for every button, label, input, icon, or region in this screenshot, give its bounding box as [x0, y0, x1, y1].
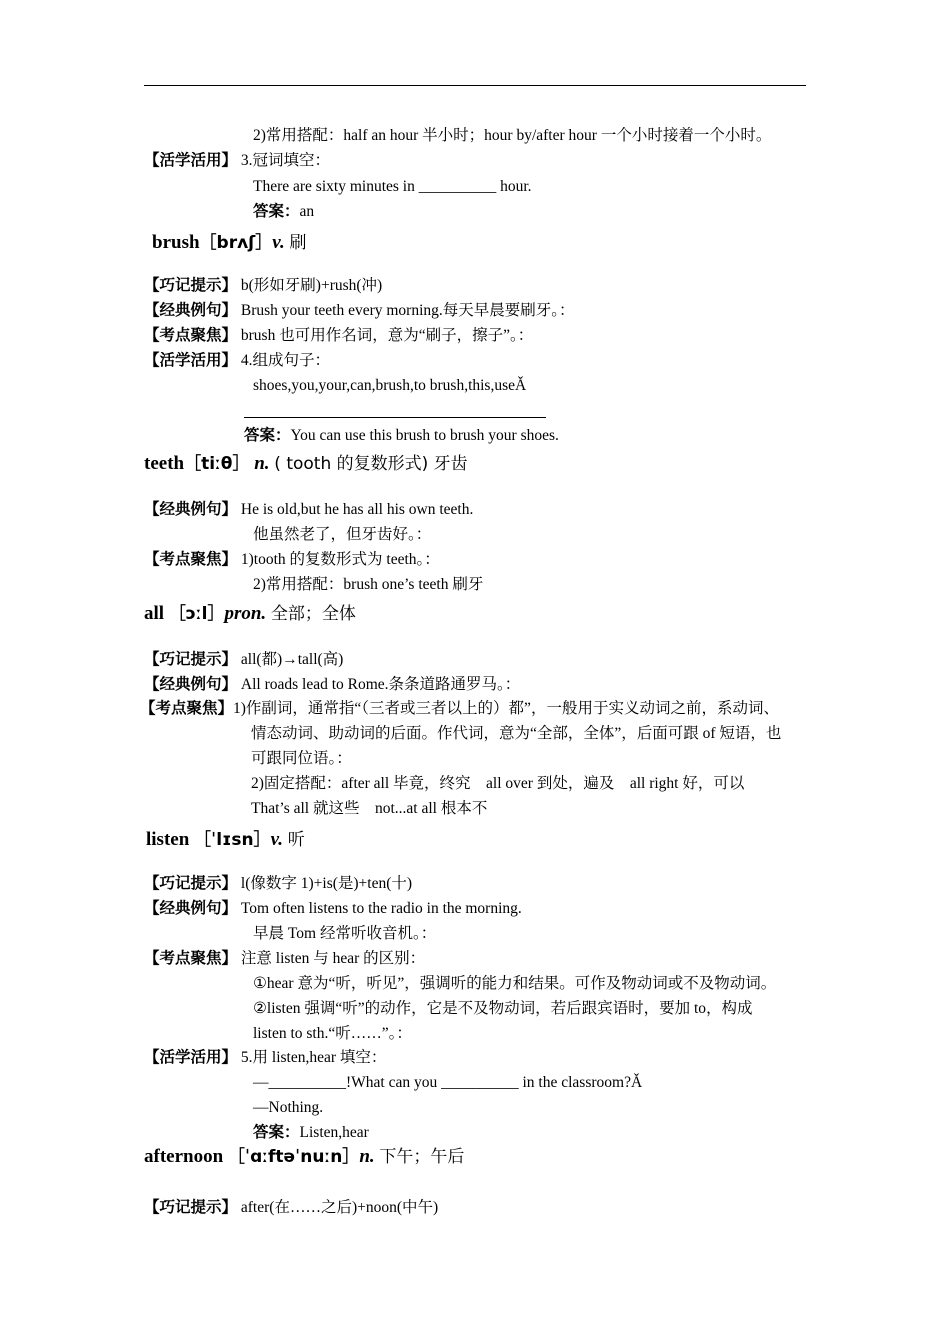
memory-tip-line: 【巧记提示】 after(在……之后)+noon(中午) [144, 1199, 439, 1216]
exercise-line: There are sixty minutes in __________ hour. [253, 178, 532, 195]
focus-line-cont: listen to sth.“听……”。： [253, 1025, 412, 1042]
focus-line-cont: 情态动词、助动词的后面。作代词，意为“全部，全体”，后面可跟 of 短语，也 [251, 725, 782, 742]
answer-line: 答案：an [253, 203, 315, 220]
header-rule [144, 85, 806, 86]
example-line: 【经典例句】 All roads lead to Rome.条条道路通罗马。： [144, 676, 521, 693]
focus-line: 【考点聚焦】 1)tooth 的复数形式为 teeth。： [144, 551, 440, 568]
example-line: 【经典例句】 He is old,but he has all his own teeth. [144, 501, 474, 518]
answer-line: 答案：You can use this brush to brush your shoes. [244, 427, 559, 444]
headword-all: all ［ɔːl］pron. 全部；全体 [144, 603, 356, 624]
exercise-line: —__________!What can you __________ in the classroom?Ǎ [253, 1074, 643, 1091]
collocation-line: That’s all 就这些 not...at all 根本不 [251, 800, 488, 817]
focus-line-cont: 可跟同位语。： [251, 750, 352, 767]
exercise-line: —Nothing. [253, 1099, 324, 1116]
headword-teeth: teeth［tiːθ］ n. ( tooth 的复数形式) 牙齿 [144, 453, 468, 474]
example-line: 【经典例句】 Tom often listens to the radio in the morning. [144, 900, 522, 917]
practice-line: 【活学活用】 4.组成句子： [144, 352, 331, 369]
focus-line-cont: ①hear 意为“听，听见”，强调听的能力和结果。可作及物动词或不及物动词。 [253, 975, 777, 992]
translation-line: 早晨 Tom 经常听收音机。： [253, 925, 437, 942]
collocation-line: 2)固定搭配：after all 毕竟，终究 all over 到处，遍及 all right 好，可以 [251, 775, 745, 792]
focus-line-cont: ②listen 强调“听”的动作，它是不及物动词，若后跟宾语时，要加 to，构成 [253, 1000, 753, 1017]
answer-blank-line [244, 417, 546, 418]
focus-line: 【考点聚焦】 注意 listen 与 hear 的区别： [144, 950, 426, 967]
exercise-line: shoes,you,your,can,brush,to brush,this,useǍ [253, 377, 527, 394]
focus-line: 【考点聚焦】1)作副词，通常指“（三者或三者以上的）都”，一般用于实义动词之前，系动词、 [140, 700, 779, 717]
practice-line: 【活学活用】 3.冠词填空： [144, 152, 331, 169]
headword-afternoon: afternoon ［ˈɑːftəˈnuːn］n. 下午；午后 [144, 1146, 465, 1167]
memory-tip-line: 【巧记提示】 b(形如牙刷)+rush(冲) [144, 277, 383, 294]
headword-brush: brush［brʌʃ］v. 刷 [152, 232, 307, 253]
collocation-line: 2)常用搭配：half an hour 半小时；hour by/after hour 一个小时接着一个小时。 [253, 127, 772, 144]
translation-line: 他虽然老了，但牙齿好。： [253, 526, 432, 543]
memory-tip-line: 【巧记提示】 all(都)→tall(高) [144, 651, 344, 668]
collocation-line: 2)常用搭配：brush one’s teeth 刷牙 [253, 576, 484, 593]
example-line: 【经典例句】 Brush your teeth every morning.每天早晨要刷牙。： [144, 302, 575, 319]
memory-tip-line: 【巧记提示】 l(像数字 1)+is(是)+ten(十) [144, 875, 413, 892]
headword-listen: listen ［ˈlɪsn］v. 听 [146, 829, 305, 850]
focus-line: 【考点聚焦】 brush 也可用作名词，意为“刷子，擦子”。： [144, 327, 534, 344]
practice-line: 【活学活用】 5.用 listen,hear 填空： [144, 1049, 387, 1066]
section-tag: 【活学活用】 [144, 152, 238, 169]
answer-line: 答案：Listen,hear [253, 1124, 369, 1141]
